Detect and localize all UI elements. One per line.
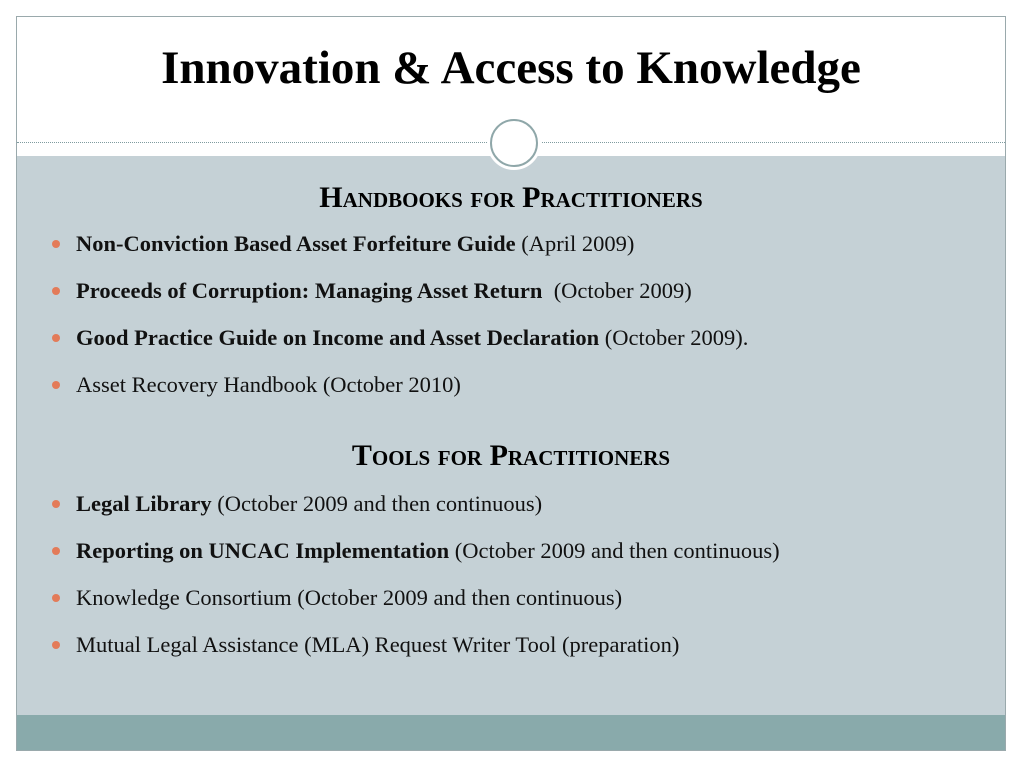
bullet-dot-icon	[52, 287, 60, 295]
item-bold-text: Reporting on UNCAC Implementation	[76, 538, 450, 563]
ornament-ring	[490, 119, 538, 167]
item-bold-text: Non-Conviction Based Asset Forfeiture Guide	[76, 231, 516, 256]
item-text: (October 2009).	[599, 325, 749, 350]
bullet-dot-icon	[52, 547, 60, 555]
list-item	[51, 630, 780, 677]
list-item	[51, 583, 780, 630]
list-item	[51, 489, 780, 536]
tools-list	[51, 489, 780, 677]
bullet-dot-icon	[52, 594, 60, 602]
item-text: (October 2009 and then continuous)	[449, 538, 780, 563]
list-item	[51, 370, 748, 417]
section-heading-handbooks: Handbooks for Practitioners	[319, 181, 703, 214]
list-item	[51, 536, 780, 583]
footer-band	[17, 715, 1005, 750]
bullet-dot-icon	[52, 641, 60, 649]
item-text: Asset Recovery Handbook (October 2010)	[76, 372, 461, 397]
bullet-dot-icon	[52, 334, 60, 342]
item-text: (April 2009)	[515, 231, 635, 256]
section-heading-tools: Tools for Practitioners	[351, 439, 671, 472]
item-text: (October 2009 and then continuous)	[211, 491, 543, 516]
handbooks-list	[51, 229, 748, 417]
bullet-dot-icon	[52, 240, 60, 248]
bullet-dot-icon	[52, 500, 60, 508]
circle-ornament-icon	[487, 116, 541, 170]
item-bold-text: Good Practice Guide on Income and Asset Declaration	[76, 325, 600, 350]
bullet-dot-icon	[52, 381, 60, 389]
item-text: Mutual Legal Assistance (MLA) Request Writer Tool (preparation)	[76, 632, 680, 657]
content-area	[17, 156, 1005, 715]
list-item	[51, 323, 748, 370]
item-text: (October 2009)	[542, 278, 692, 303]
list-item	[51, 229, 748, 276]
item-bold-text: Legal Library	[76, 491, 212, 516]
list-item	[51, 276, 748, 323]
item-bold-text: Proceeds of Corruption: Managing Asset Return	[76, 278, 543, 303]
item-text: Knowledge Consortium (October 2009 and then continuous)	[76, 585, 623, 610]
slide-title: Innovation & Access to Knowledge	[161, 42, 861, 94]
slide	[16, 16, 1006, 751]
